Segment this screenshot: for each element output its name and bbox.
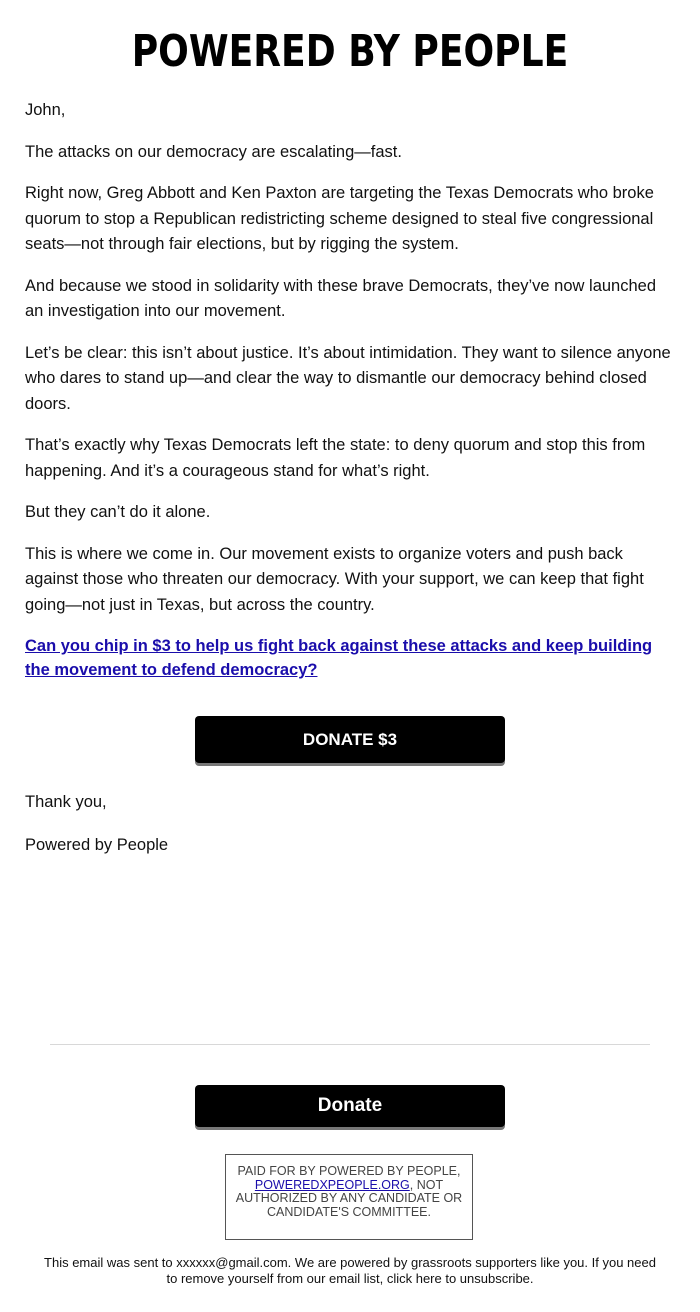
donation-ask-link[interactable]: Can you chip in $3 to help us fight back against these attacks and keep building the movement to defend democracy?: [25, 637, 653, 679]
footer-divider: [50, 1044, 650, 1045]
website-link[interactable]: POWEREDXPEOPLE.ORG: [254, 1177, 410, 1192]
body-paragraph: This is where we come in. Our movement exists to organize voters and push back against those who threaten our democracy. With your support, we can keep that fight going—not just in Texas, but across the country.: [25, 544, 644, 614]
paid-for-disclaimer: [225, 1154, 473, 1240]
greeting: John,: [25, 101, 66, 119]
body-paragraph: But they can’t do it alone.: [25, 503, 211, 521]
body-paragraph: The attacks on our democracy are escalating—fast.: [25, 142, 402, 161]
body-paragraph: That’s exactly why Texas Democrats left the state: to deny quorum and stop this from happening. And it’s a courageous stand for what’s right.: [25, 436, 646, 480]
email-body: [25, 98, 677, 682]
closing-text: Thank you,: [25, 793, 107, 811]
body-paragraph: Let’s be clear: this isn’t about justice. It’s about intimidation. They want to silence anyone who dares to stand up—and clear the way to dismantle our democracy behind closed doors.: [25, 343, 671, 413]
body-paragraph: And because we stood in solidarity with these brave Democrats, they’ve now launched an investigation into our movement.: [25, 276, 657, 320]
brand-logo: POWERED BY PEOPLE: [131, 26, 569, 77]
paid-for-prefix: PAID FOR BY POWERED BY PEOPLE,: [237, 1164, 461, 1178]
donate-3-button[interactable]: DONATE $3: [195, 716, 505, 763]
paid-for-suffix: , NOT AUTHORIZED BY ANY CANDIDATE OR CANDIDATE'S COMMITTEE.: [235, 1177, 463, 1219]
signature-text: Powered by People: [25, 836, 169, 854]
footer-notice: This email was sent to xxxxxx@gmail.com. We are powered by grassroots supporters like you. If you need to remove yourself from our email list, click here to unsubscribe.: [44, 1255, 656, 1286]
body-paragraph: Right now, Greg Abbott and Ken Paxton are targeting the Texas Democrats who broke quorum to stop a Republican redistricting scheme designed to steal five congressional seats—not through fair elections, but by rigging the system.: [25, 184, 654, 253]
donate-button[interactable]: Donate: [195, 1085, 505, 1127]
